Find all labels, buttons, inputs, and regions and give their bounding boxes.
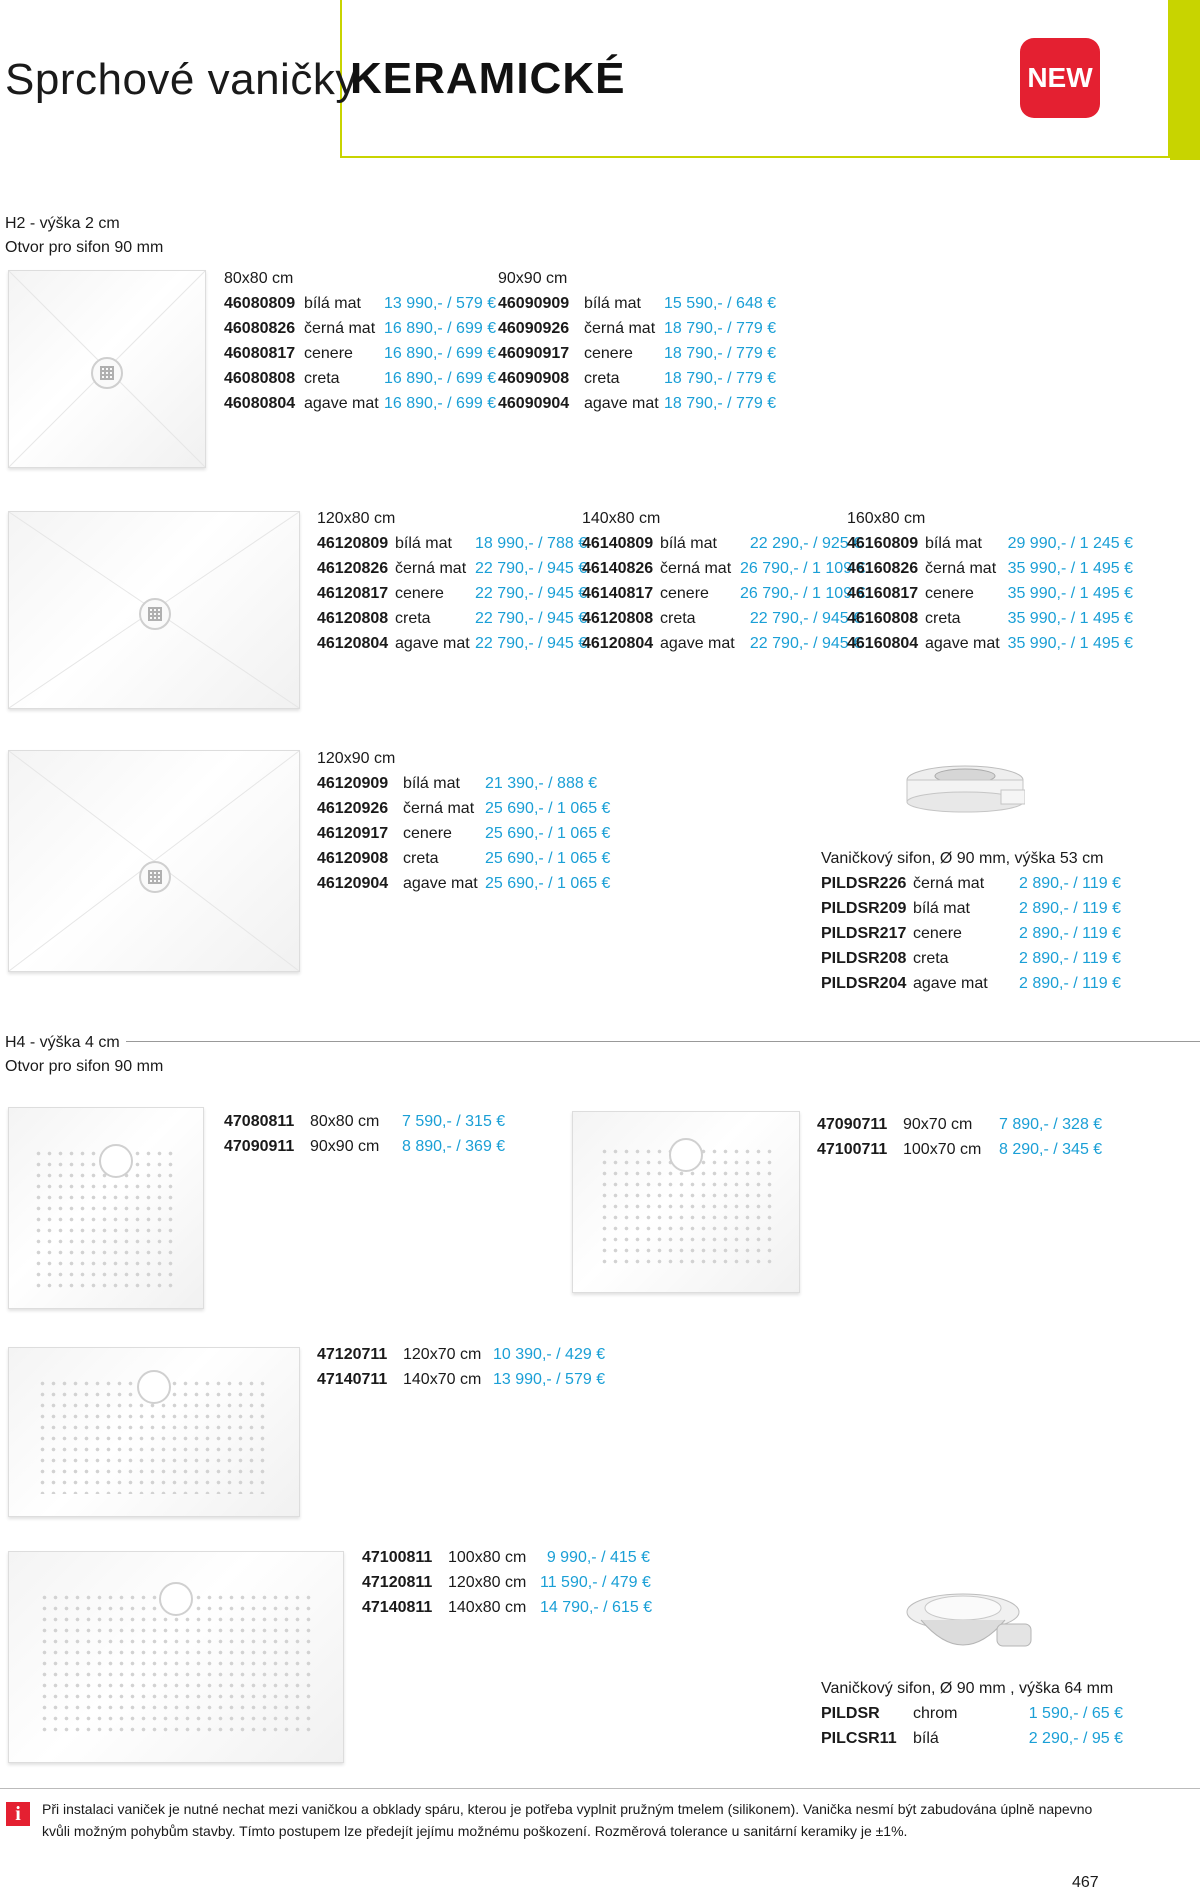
product-code: PILDSR204 <box>821 975 907 992</box>
product-price: 25 690,- / 1 065 € <box>485 850 611 867</box>
product-price: 25 690,- / 1 065 € <box>485 825 611 842</box>
info-icon: i <box>6 1802 30 1826</box>
product-code: PILDSR <box>821 1705 880 1722</box>
product-color: creta <box>925 610 961 627</box>
table-row <box>224 1134 506 1159</box>
product-price: 16 890,- / 699 € <box>384 345 497 362</box>
table-row <box>224 391 497 416</box>
product-color: bílá mat <box>660 535 717 552</box>
product-code: 47090911 <box>224 1138 295 1155</box>
product-code: 46160808 <box>847 610 919 627</box>
product-code: 47120811 <box>362 1574 433 1591</box>
table-row <box>317 771 598 796</box>
tray-image-h2-rect <box>8 511 300 709</box>
table-row <box>847 556 1133 581</box>
table-row <box>847 581 1133 606</box>
product-price: 16 890,- / 699 € <box>384 320 497 337</box>
product-code: PILDSR226 <box>821 875 907 892</box>
product-price: 9 990,- / 415 € <box>546 1549 650 1566</box>
drain-icon <box>91 357 123 389</box>
product-code: 46080804 <box>224 395 296 412</box>
product-color: agave mat <box>395 635 470 652</box>
table-row <box>821 1726 1123 1751</box>
product-price: 2 890,- / 119 € <box>1019 875 1121 892</box>
table-row <box>317 846 611 871</box>
table-row <box>498 316 777 341</box>
table-120x80 <box>317 507 587 656</box>
product-color: bílá mat <box>403 775 460 792</box>
h4-height-label: H4 - výška 4 cm <box>5 1034 120 1051</box>
product-size: 140x70 cm <box>403 1371 482 1388</box>
product-size: 80x80 cm <box>310 1113 380 1130</box>
product-color: agave mat <box>660 635 735 652</box>
tray-image-h4-90x70 <box>572 1111 800 1293</box>
table-h4-a <box>224 1109 506 1159</box>
size-label: 120x90 cm <box>317 750 396 767</box>
sifon-title: Vaničkový sifon, Ø 90 mm, výška 53 cm <box>821 850 1104 867</box>
product-code: 47120711 <box>317 1346 388 1363</box>
table-row <box>821 946 1121 971</box>
table-row <box>224 316 497 341</box>
table-row <box>317 796 611 821</box>
table-h4-d <box>362 1545 653 1620</box>
table-row <box>582 556 866 581</box>
table-row <box>498 366 777 391</box>
table-row <box>317 821 611 846</box>
product-code: 46080809 <box>224 295 296 312</box>
product-code: 46090909 <box>498 295 570 312</box>
product-color: bílá mat <box>584 295 641 312</box>
product-price: 2 890,- / 119 € <box>1019 925 1121 942</box>
product-color: černá mat <box>584 320 656 337</box>
table-row <box>847 606 1133 631</box>
drain-icon <box>159 1582 193 1616</box>
table-row <box>362 1570 650 1595</box>
product-color: creta <box>660 610 696 627</box>
product-price: 15 590,- / 648 € <box>664 295 777 312</box>
drain-icon <box>139 598 171 630</box>
product-size: 100x70 cm <box>903 1141 982 1158</box>
product-color: černá mat <box>660 560 732 577</box>
product-code: 46120808 <box>317 610 389 627</box>
product-price: 18 790,- / 779 € <box>664 370 777 387</box>
product-price: 2 890,- / 119 € <box>1019 975 1121 992</box>
product-price: 2 890,- / 119 € <box>1019 900 1121 917</box>
table-row <box>362 1595 653 1620</box>
page-number: 467 <box>1072 1874 1099 1891</box>
product-code: 46160809 <box>847 535 919 552</box>
sifon-image <box>905 1590 1035 1670</box>
tray-image-h2-120x90 <box>8 750 300 972</box>
header-accent-bar <box>1170 0 1200 160</box>
product-size: 120x80 cm <box>448 1574 527 1591</box>
product-size: 120x70 cm <box>403 1346 482 1363</box>
product-code: 46090926 <box>498 320 570 337</box>
product-color: černá mat <box>304 320 376 337</box>
product-price: 22 790,- / 945 € <box>475 585 588 602</box>
product-code: 46140826 <box>582 560 654 577</box>
table-140x80 <box>582 507 866 656</box>
product-price: 22 790,- / 945 € <box>749 610 862 627</box>
product-code: 47090711 <box>817 1116 888 1133</box>
product-price: 22 790,- / 945 € <box>475 610 588 627</box>
product-code: 46120817 <box>317 585 389 602</box>
product-color: černá mat <box>913 875 985 892</box>
table-row <box>847 531 1133 556</box>
product-size: 90x90 cm <box>310 1138 380 1155</box>
section-divider <box>126 1041 1200 1042</box>
table-160x80 <box>847 507 1133 656</box>
product-color: bílá mat <box>395 535 452 552</box>
product-price: 26 790,- / 1 109 € <box>740 560 866 577</box>
tray-image-h4-140x80 <box>8 1551 344 1763</box>
h2-drain-label: Otvor pro sifon 90 mm <box>5 239 164 256</box>
page-title: Sprchové vaničky <box>5 55 358 104</box>
product-code: 46080817 <box>224 345 296 362</box>
product-code: 46090904 <box>498 395 570 412</box>
product-color: agave mat <box>403 875 478 892</box>
table-sifon-64 <box>821 1677 1123 1751</box>
product-price: 11 590,- / 479 € <box>540 1574 651 1591</box>
table-row <box>817 1112 1103 1137</box>
table-row <box>817 1137 1103 1162</box>
product-code: 46120909 <box>317 775 389 792</box>
product-price: 8 290,- / 345 € <box>999 1141 1103 1158</box>
table-row <box>821 1701 1123 1726</box>
h4-drain-label: Otvor pro sifon 90 mm <box>5 1058 164 1075</box>
product-color: creta <box>403 850 439 867</box>
product-color: cenere <box>304 345 353 362</box>
product-size: 100x80 cm <box>448 1549 527 1566</box>
tray-image-h4-square <box>8 1107 204 1309</box>
product-price: 22 790,- / 945 € <box>475 635 588 652</box>
product-color: bílá mat <box>913 900 970 917</box>
product-price: 13 990,- / 579 € <box>493 1371 606 1388</box>
table-row <box>582 581 866 606</box>
table-row <box>317 631 587 656</box>
product-code: 46160817 <box>847 585 919 602</box>
product-price: 25 690,- / 1 065 € <box>485 800 611 817</box>
product-code: 46160804 <box>847 635 919 652</box>
sifon-53-icon <box>905 762 1025 822</box>
product-code: 46120804 <box>317 635 389 652</box>
product-price: 35 990,- / 1 495 € <box>1007 610 1133 627</box>
product-code: 46120804 <box>582 635 654 652</box>
page-title-bold: KERAMICKÉ <box>350 54 626 103</box>
product-price: 22 790,- / 945 € <box>475 560 588 577</box>
size-label: 80x80 cm <box>224 270 294 287</box>
table-row <box>821 921 1121 946</box>
product-price: 25 690,- / 1 065 € <box>485 875 611 892</box>
table-row <box>317 606 587 631</box>
drain-icon <box>137 1370 171 1404</box>
product-code: PILDSR209 <box>821 900 907 917</box>
tray-image-h2-square <box>8 270 206 468</box>
product-code: 47140811 <box>362 1599 433 1616</box>
table-row <box>821 896 1121 921</box>
product-price: 35 990,- / 1 495 € <box>1007 560 1133 577</box>
product-color: cenere <box>925 585 974 602</box>
product-code: 46120809 <box>317 535 389 552</box>
product-price: 35 990,- / 1 495 € <box>1007 635 1133 652</box>
product-color: cenere <box>913 925 962 942</box>
product-code: 47140711 <box>317 1371 388 1388</box>
table-row <box>224 341 497 366</box>
product-code: 46120908 <box>317 850 389 867</box>
size-label: 140x80 cm <box>582 510 661 527</box>
table-row <box>847 631 1133 656</box>
product-code: 47100811 <box>362 1549 433 1566</box>
product-price: 13 990,- / 579 € <box>384 295 497 312</box>
table-row <box>317 1342 606 1367</box>
product-price: 18 790,- / 779 € <box>664 345 777 362</box>
table-row <box>317 556 587 581</box>
product-code: 46120904 <box>317 875 389 892</box>
product-price: 29 990,- / 1 245 € <box>1007 535 1133 552</box>
product-code: 47080811 <box>224 1113 295 1130</box>
table-row <box>317 531 587 556</box>
table-h4-c <box>317 1342 606 1392</box>
product-price: 16 890,- / 699 € <box>384 370 497 387</box>
size-label: 160x80 cm <box>847 510 926 527</box>
product-code: 46090917 <box>498 345 570 362</box>
product-color: creta <box>395 610 431 627</box>
tray-image-h4-120x70 <box>8 1347 300 1517</box>
product-color: černá mat <box>403 800 475 817</box>
table-row <box>224 1109 506 1134</box>
table-row <box>317 581 587 606</box>
product-code: 46120917 <box>317 825 389 842</box>
product-color: agave mat <box>304 395 379 412</box>
h2-height-label: H2 - výška 2 cm <box>5 215 120 232</box>
product-code: 46120926 <box>317 800 389 817</box>
product-code: PILDSR217 <box>821 925 907 942</box>
h4-subtitle <box>5 1031 163 1079</box>
table-80x80 <box>224 267 497 416</box>
product-code: 46140817 <box>582 585 654 602</box>
sifon-image <box>905 762 1025 822</box>
product-price: 7 590,- / 315 € <box>402 1113 506 1130</box>
product-code: 46160826 <box>847 560 919 577</box>
product-price: 7 890,- / 328 € <box>999 1116 1103 1133</box>
table-row <box>224 366 497 391</box>
table-row <box>498 291 777 316</box>
product-color: černá mat <box>395 560 467 577</box>
product-color: agave mat <box>925 635 1000 652</box>
product-color: chrom <box>913 1705 958 1722</box>
table-row <box>821 971 1121 996</box>
product-code: 46080826 <box>224 320 296 337</box>
product-size: 90x70 cm <box>903 1116 973 1133</box>
product-code: PILDSR208 <box>821 950 907 967</box>
product-price: 2 890,- / 119 € <box>1019 950 1121 967</box>
drain-icon <box>99 1144 133 1178</box>
product-color: agave mat <box>913 975 988 992</box>
product-price: 16 890,- / 699 € <box>384 395 497 412</box>
new-badge: NEW <box>1020 38 1100 118</box>
product-color: bílá mat <box>304 295 361 312</box>
product-code: 46080808 <box>224 370 296 387</box>
product-code: 46120826 <box>317 560 389 577</box>
product-color: cenere <box>395 585 444 602</box>
product-color: bílá <box>913 1730 939 1747</box>
product-color: cenere <box>403 825 452 842</box>
product-price: 26 790,- / 1 109 € <box>740 585 866 602</box>
table-120x90 <box>317 747 611 896</box>
product-color: creta <box>913 950 949 967</box>
product-price: 21 390,- / 888 € <box>485 775 598 792</box>
product-color: cenere <box>660 585 709 602</box>
sifon-title: Vaničkový sifon, Ø 90 mm , výška 64 mm <box>821 1680 1114 1697</box>
size-label: 90x90 cm <box>498 270 568 287</box>
product-price: 14 790,- / 615 € <box>540 1599 653 1616</box>
product-price: 22 290,- / 925 € <box>749 535 862 552</box>
table-sifon-53 <box>821 847 1121 996</box>
product-color: creta <box>584 370 620 387</box>
product-price: 10 390,- / 429 € <box>493 1346 606 1363</box>
product-price: 18 790,- / 779 € <box>664 395 777 412</box>
table-row <box>498 391 777 416</box>
product-price: 2 290,- / 95 € <box>1028 1730 1123 1747</box>
footer-note: Při instalaci vaniček je nutné nechat mezi vaničkou a obklady spáru, kterou je potřeba vyplnit pružným tmelem (silikonem). Vanička nesmí být zabudována úplně napevno kvůli možným pohybům stavby. Tímto postupem lze předejít jejímu možnému poškození. Rozměrová tolerance u sanitární keramiky je ±1%. <box>42 1801 1093 1839</box>
h2-subtitle <box>5 212 163 260</box>
product-code: 46120808 <box>582 610 654 627</box>
product-color: bílá mat <box>925 535 982 552</box>
product-price: 8 890,- / 369 € <box>402 1138 506 1155</box>
table-row <box>317 1367 606 1392</box>
product-code: 46140809 <box>582 535 654 552</box>
table-h4-b <box>817 1112 1103 1162</box>
product-code: 47100711 <box>817 1141 888 1158</box>
table-row <box>224 291 497 316</box>
table-row <box>821 871 1121 896</box>
product-price: 1 590,- / 65 € <box>1028 1705 1123 1722</box>
sifon-64-icon <box>905 1590 1035 1670</box>
footer-divider <box>0 1788 1200 1789</box>
table-90x90 <box>498 267 777 416</box>
table-row <box>498 341 777 366</box>
product-price: 18 990,- / 788 € <box>475 535 588 552</box>
drain-icon <box>669 1138 703 1172</box>
drain-icon <box>139 861 171 893</box>
table-row <box>582 606 862 631</box>
product-price: 18 790,- / 779 € <box>664 320 777 337</box>
table-row <box>582 631 862 656</box>
product-color: cenere <box>584 345 633 362</box>
product-price: 22 790,- / 945 € <box>749 635 862 652</box>
table-row <box>362 1545 650 1570</box>
product-code: PILCSR11 <box>821 1730 897 1747</box>
product-price: 35 990,- / 1 495 € <box>1007 585 1133 602</box>
product-color: agave mat <box>584 395 659 412</box>
product-size: 140x80 cm <box>448 1599 527 1616</box>
table-row <box>317 871 611 896</box>
size-label: 120x80 cm <box>317 510 396 527</box>
table-row <box>582 531 862 556</box>
product-code: 46090908 <box>498 370 570 387</box>
product-color: creta <box>304 370 340 387</box>
product-color: černá mat <box>925 560 997 577</box>
